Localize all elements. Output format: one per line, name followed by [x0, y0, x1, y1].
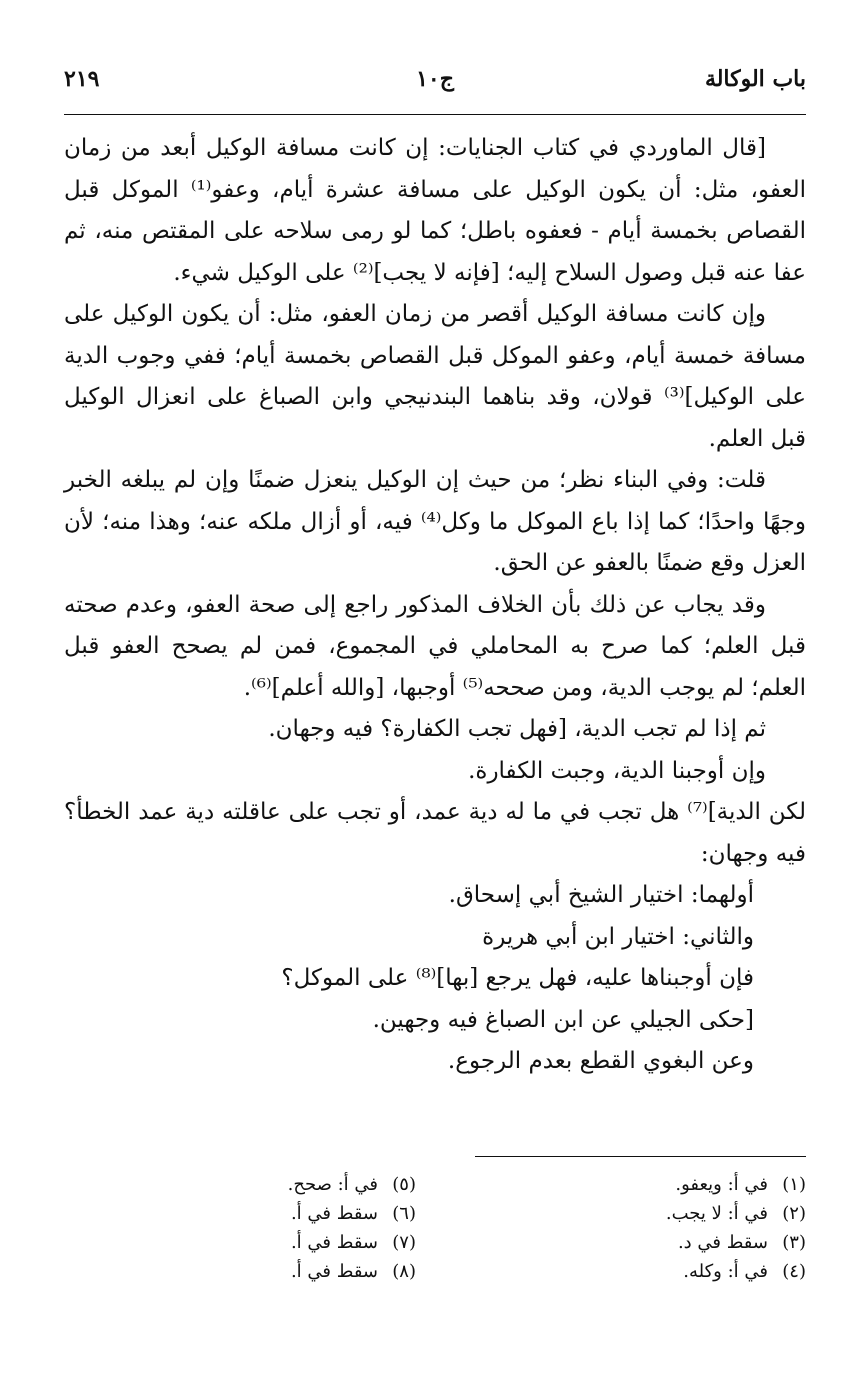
footnote-number: (٣): [782, 1232, 806, 1253]
footnote-text: في أ: لا يجب.: [665, 1203, 768, 1224]
footnote-number: (٢): [782, 1203, 806, 1224]
footnote-text: سقط في أ.: [290, 1203, 378, 1224]
footnote-number: (٨): [392, 1261, 416, 1282]
paragraph-3: قلت: وفي البناء نظر؛ من حيث إن الوكيل ينعزل ضمنًا وإن لم يبلغه الخبر وجهًا واحدًا؛ كما إذا باع الموكل ما وكل⁽⁴⁾ فيه، أو أزال ملكه عنه؛ وهذا منه؛ لأن العزل وقع ضمنًا بالعفو عن الحق.: [64, 467, 806, 576]
paragraph-10: فإن أوجبناها عليه، فهل يرجع [بها]⁽⁸⁾ على الموكل؟: [281, 965, 754, 991]
footnote-text: في أ: صحح.: [287, 1174, 378, 1195]
paragraph-5: ثم إذا لم تجب الدية، [فهل تجب الكفارة؟ فيه وجهان.: [268, 716, 766, 742]
footnote-text: في أ: ويعفو.: [675, 1174, 768, 1195]
section-title: باب الوكالة: [704, 66, 806, 92]
volume-number: ج١٠: [416, 66, 454, 92]
footnotes: [64, 1170, 806, 1286]
paragraph-6: وإن أوجبنا الدية، وجبت الكفارة.: [468, 757, 766, 784]
footnote-number: (١): [782, 1174, 806, 1195]
footnote-item: [516, 1257, 806, 1286]
footnote-item: [126, 1170, 416, 1199]
footnote-item: [516, 1228, 806, 1257]
paragraph-12: وعن البغوي القطع بعدم الرجوع.: [447, 1048, 754, 1074]
footnote-item: [126, 1199, 416, 1228]
main-text: [64, 128, 806, 1083]
paragraph-1: [قال الماوردي في كتاب الجنايات: إن كانت مسافة الوكيل أبعد من زمان العفو، مثل: أن يكون الوكيل على مسافة عشرة أيام، وعفو⁽¹⁾ الموكل قبل القصاص بخمسة أيام - فعفوه باطل؛ كما لو رمى سلاحه على المقتص منه، ثم عفا عنه قبل وصول السلاح إليه؛ [فإنه لا يجب]⁽²⁾ على الوكيل شيء.: [64, 135, 806, 286]
paragraph-7: لكن الدية]⁽⁷⁾ هل تجب في ما له دية عمد، أو تجب على عاقلته دية عمد الخطأ؟ فيه وجهان:: [64, 799, 806, 867]
paragraph-8: أولهما: اختيار الشيخ أبي إسحاق.: [448, 882, 754, 908]
running-header: [64, 62, 806, 102]
footnote-number: (٦): [392, 1203, 416, 1224]
page-number: ٢١٩: [64, 66, 100, 92]
footnote-text: سقط في د.: [677, 1232, 768, 1253]
footnote-number: (٤): [782, 1261, 806, 1282]
footnotes-right-column: [516, 1170, 806, 1286]
footnote-item: [126, 1228, 416, 1257]
footnote-text: في أ: وكله.: [683, 1261, 768, 1282]
paragraph-4: وقد يجاب عن ذلك بأن الخلاف المذكور راجع إلى صحة العفو، وعدم صحته قبل العلم؛ كما صرح به المحاملي في المجموع، فمن لم يصحح العفو قبل العلم؛ لم يوجب الدية، ومن صححه⁽⁵⁾ أوجبها، [والله أعلم]⁽⁶⁾.: [64, 591, 806, 701]
footnote-number: (٥): [392, 1174, 416, 1195]
header-divider: [64, 114, 806, 115]
paragraph-2: وإن كانت مسافة الوكيل أقصر من زمان العفو، مثل: أن يكون الوكيل على مسافة خمسة أيام، وعفو الموكل قبل القصاص بخمسة أيام؛ ففي وجوب الدية على الوكيل]⁽³⁾ قولان، وقد بناهما البندنيجي وابن الصباغ على انعزال الوكيل قبل العلم.: [64, 301, 807, 452]
footnotes-left-column: [126, 1170, 416, 1286]
footnote-item: [516, 1199, 806, 1228]
footnote-text: سقط في أ.: [290, 1261, 378, 1282]
footnote-item: [516, 1170, 806, 1199]
footnote-number: (٧): [392, 1232, 416, 1253]
paragraph-11: [حكى الجيلي عن ابن الصباغ فيه وجهين.: [372, 1006, 754, 1033]
footnote-divider: [475, 1156, 806, 1157]
footnote-text: سقط في أ.: [290, 1232, 378, 1253]
paragraph-9: والثاني: اختيار ابن أبي هريرة: [482, 923, 754, 950]
footnote-item: [126, 1257, 416, 1286]
